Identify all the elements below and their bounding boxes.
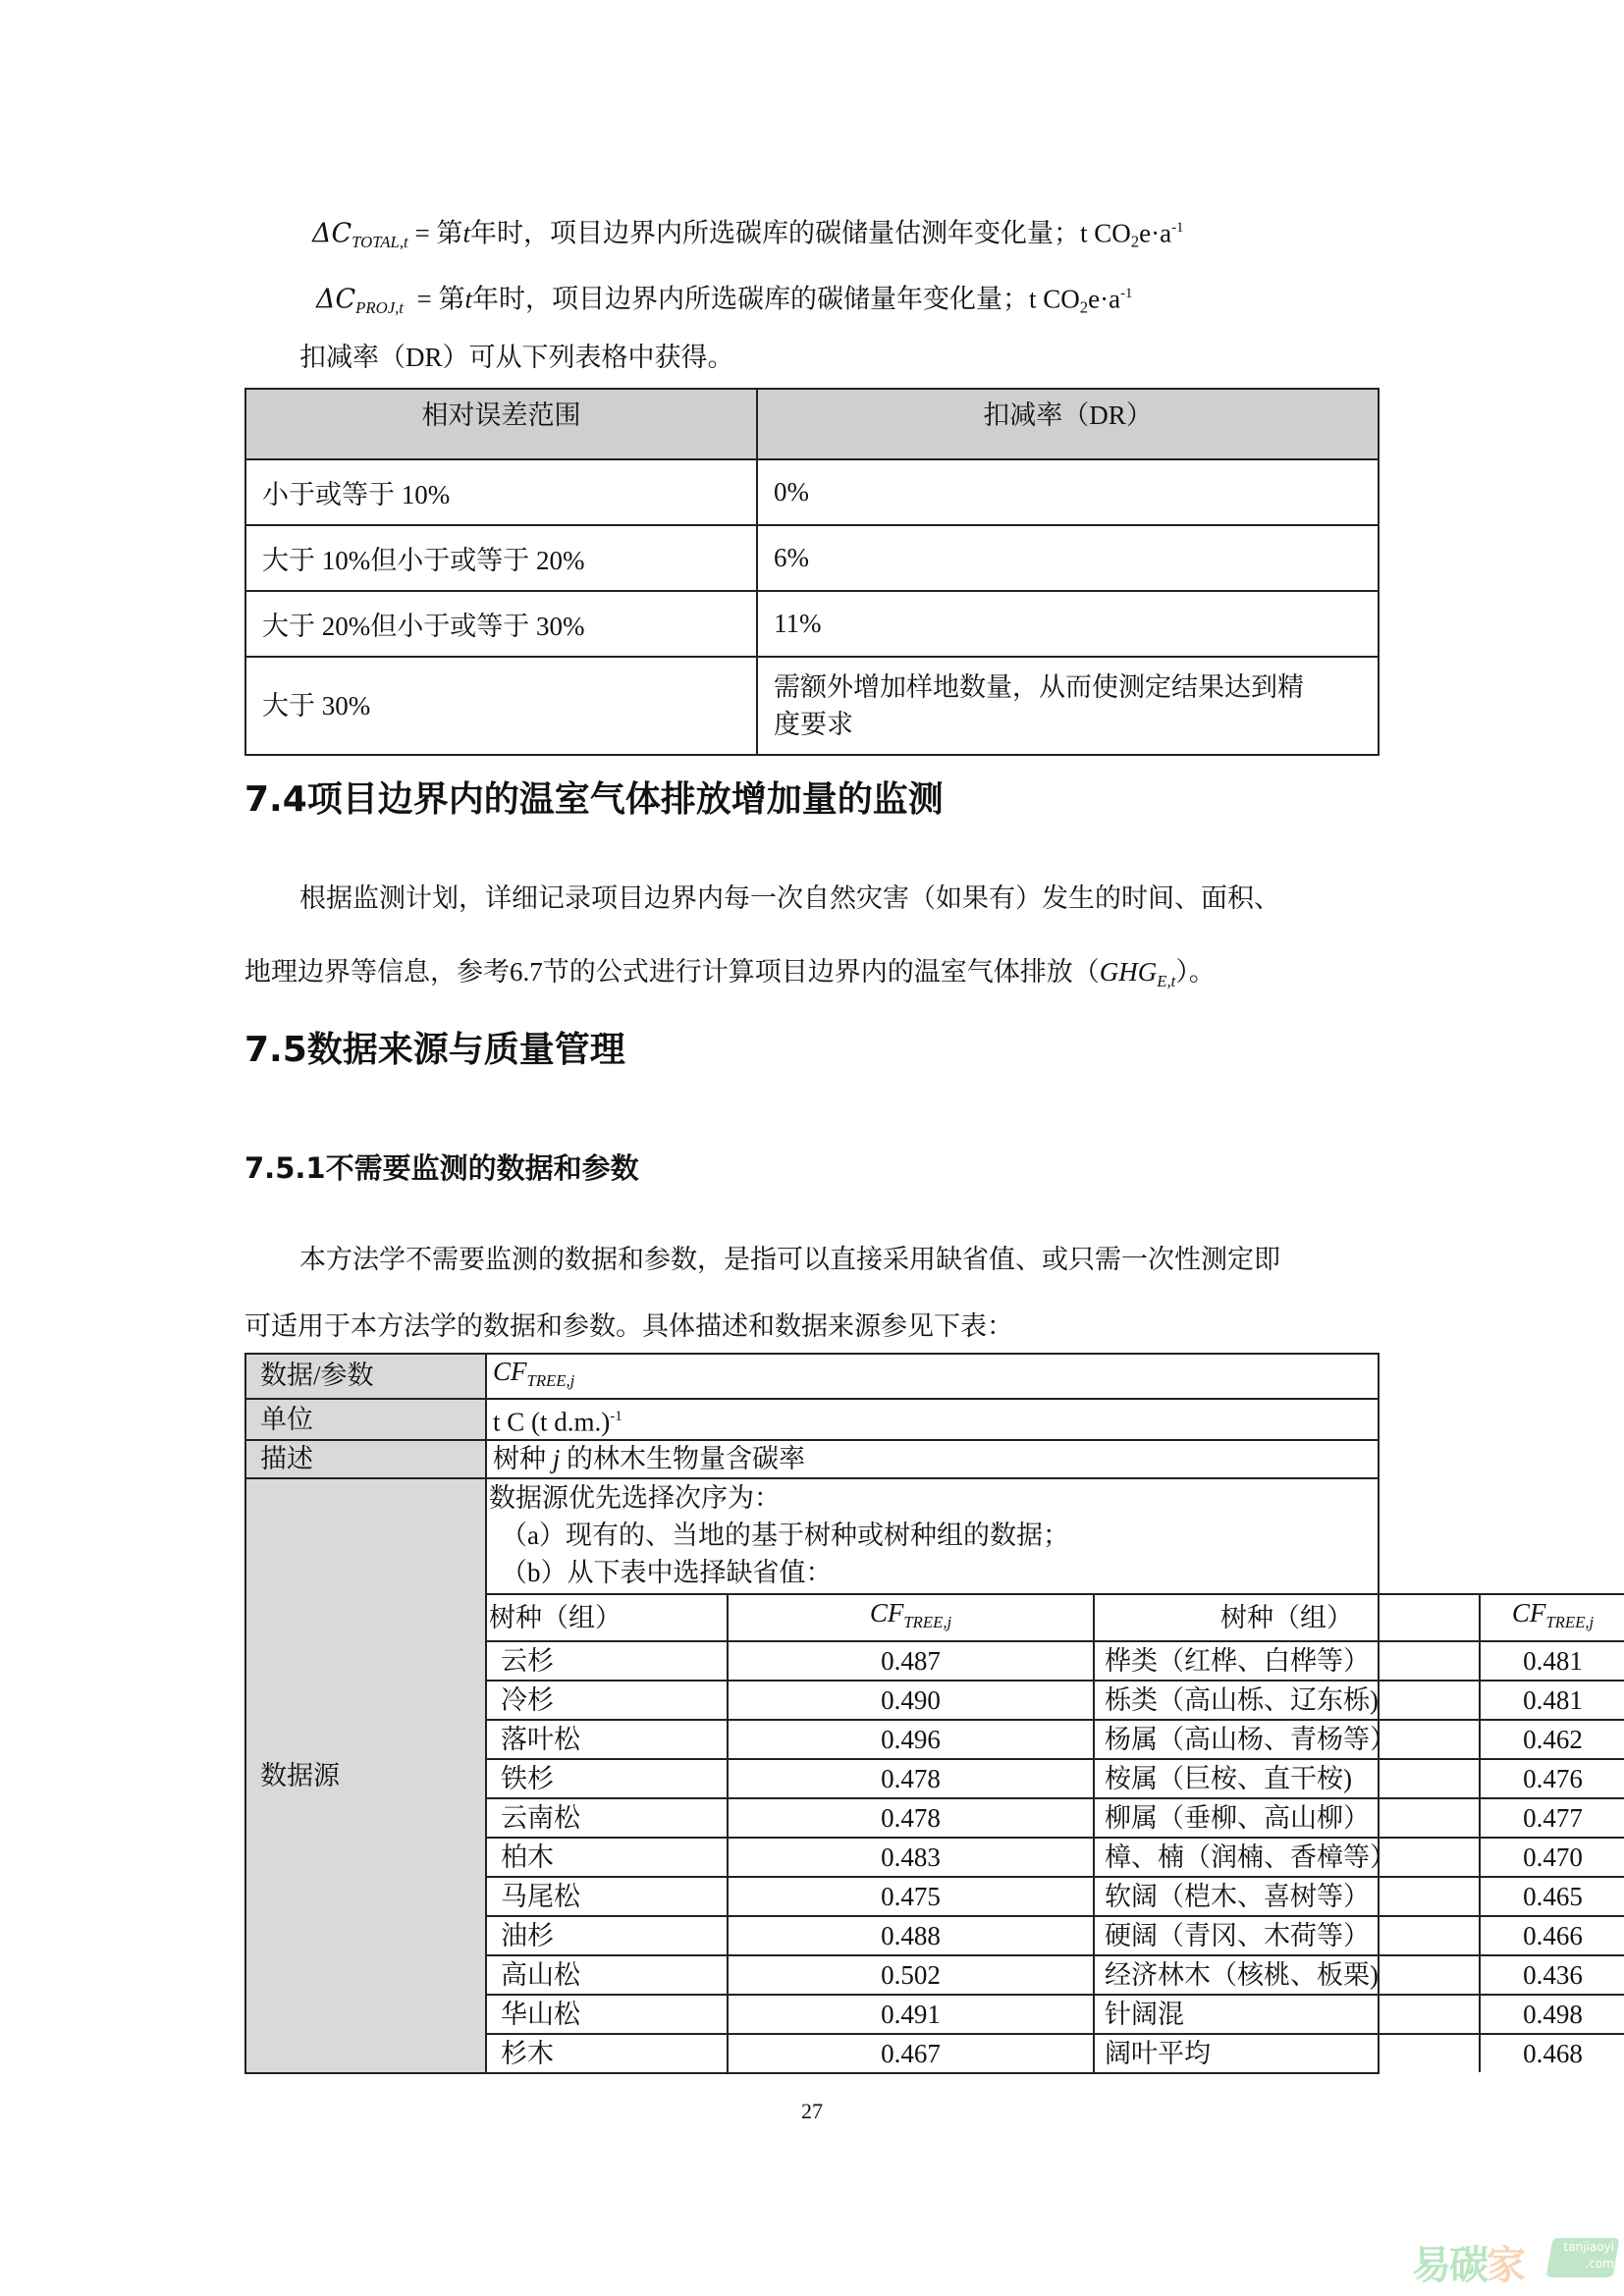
source-line: 数据源优先选择次序为： xyxy=(489,1483,781,1514)
species-name: 冷杉 xyxy=(487,1681,728,1720)
ghg-variable: GHG xyxy=(1099,957,1158,987)
cf-table-row xyxy=(487,1720,1624,1759)
cf-value: 0.478 xyxy=(728,1798,1094,1838)
cf-value: 0.468 xyxy=(1480,2034,1624,2072)
param-label: 描述 xyxy=(245,1440,486,1478)
source-text xyxy=(487,1479,1378,1591)
param-value xyxy=(486,1354,1379,1399)
unit-superscript: -1 xyxy=(610,1408,623,1424)
species-name: 落叶松 xyxy=(487,1720,728,1759)
watermark-char: 家 xyxy=(1487,2243,1524,2288)
description-variable: j xyxy=(552,1444,561,1474)
paragraph-text: 地理边界等信息，参考6.7节的公式进行计算项目边界内的温室气体排放（ xyxy=(244,957,1100,987)
cf-symbol: CF xyxy=(869,1598,904,1629)
cf-value: 0.462 xyxy=(1480,1720,1624,1759)
section-7-5-1-heading: 7.5.1不需要监测的数据和参数 xyxy=(244,1151,639,1185)
cf-value: 0.470 xyxy=(1480,1838,1624,1877)
cf-subscript: TREE,j xyxy=(526,1370,575,1390)
species-group-name: 樟、楠（润楠、香樟等） xyxy=(1094,1838,1480,1877)
dr-rate-cell xyxy=(757,657,1379,755)
source-line: （a）现有的、当地的基于树种或树种组的数据； xyxy=(501,1521,1069,1551)
dr-intro-text: 扣减率（DR）可从下列表格中获得。 xyxy=(299,343,734,372)
cf-value: 0.502 xyxy=(728,1955,1094,1995)
cf-value: 0.481 xyxy=(1480,1641,1624,1681)
co2-subscript: 2 xyxy=(1130,232,1140,251)
unit-tail: e·a xyxy=(1088,284,1121,314)
cf-value: 0.436 xyxy=(1480,1955,1624,1995)
cf-value: 0.496 xyxy=(728,1720,1094,1759)
definition-text: 年时，项目边界内所选碳库的碳储量估测年变化量；t CO xyxy=(469,218,1131,248)
cf-value: 0.476 xyxy=(1480,1759,1624,1798)
cf-value: 0.488 xyxy=(728,1916,1094,1955)
cf-value: 0.487 xyxy=(728,1641,1094,1681)
ghg-subscript: E,t xyxy=(1157,971,1176,990)
symbol-subscript: PROJ,t xyxy=(355,298,404,318)
dr-range-cell: 小于或等于 10% xyxy=(245,459,757,525)
cf-value: 0.498 xyxy=(1480,1995,1624,2034)
definition-delta-total xyxy=(312,210,1183,260)
cf-value: 0.478 xyxy=(728,1759,1094,1798)
species-name: 油杉 xyxy=(487,1916,728,1955)
species-group-name: 硬阔（青冈、木荷等） xyxy=(1094,1916,1480,1955)
cf-symbol: CF xyxy=(493,1357,527,1386)
source-line: （b）从下表中选择缺省值： xyxy=(501,1558,833,1588)
unit-superscript: -1 xyxy=(1120,286,1133,301)
species-name: 杉木 xyxy=(487,2034,728,2072)
variable: t xyxy=(462,218,470,248)
param-row-unit xyxy=(245,1399,1379,1440)
symbol: ΔC xyxy=(312,218,352,249)
species-name: 马尾松 xyxy=(487,1877,728,1916)
param-label: 数据源 xyxy=(245,1478,486,2073)
dr-range-cell: 大于 30% xyxy=(245,657,757,755)
species-group-name: 栎类（高山栎、辽东栎) xyxy=(1094,1681,1480,1720)
species-name: 云杉 xyxy=(487,1641,728,1681)
species-name: 柏木 xyxy=(487,1838,728,1877)
cf-value: 0.491 xyxy=(728,1995,1094,2034)
species-group-name: 桦类（红桦、白桦等） xyxy=(1094,1641,1480,1681)
dr-table-row xyxy=(245,657,1379,755)
cf-table-row xyxy=(487,1759,1624,1798)
cf-table-body xyxy=(487,1641,1624,2072)
cf-table-row xyxy=(487,1681,1624,1720)
cf-header-value xyxy=(1480,1594,1624,1641)
cf-value: 0.481 xyxy=(1480,1681,1624,1720)
cf-value: 0.477 xyxy=(1480,1798,1624,1838)
param-value xyxy=(486,1478,1595,2073)
unit-superscript: -1 xyxy=(1171,220,1184,236)
param-row-data-source xyxy=(245,1478,1379,2073)
description-text: 树种 xyxy=(493,1444,553,1474)
symbol-subscript: TOTAL,t xyxy=(352,233,408,252)
dr-table xyxy=(244,388,1380,756)
species-group-name: 阔叶平均 xyxy=(1094,2034,1480,2072)
unit-text: t C (t d.m.) xyxy=(493,1407,611,1437)
param-value xyxy=(486,1399,1379,1440)
dr-rate-cell: 11% xyxy=(757,591,1379,657)
cf-table-row xyxy=(487,1955,1624,1995)
co2-subscript: 2 xyxy=(1079,297,1089,317)
unit-tail: e·a xyxy=(1139,218,1172,248)
species-name: 铁杉 xyxy=(487,1759,728,1798)
cf-table-row xyxy=(487,1641,1624,1681)
variable: t xyxy=(464,284,472,314)
cf-table-row xyxy=(487,2034,1624,2072)
section-7-4-heading: 7.4项目边界内的温室气体排放增加量的监测 xyxy=(244,779,944,820)
cf-subscript: TREE,j xyxy=(1545,1613,1595,1632)
dr-table-row xyxy=(245,591,1379,657)
species-group-name: 柳属（垂柳、高山柳） xyxy=(1094,1798,1480,1838)
watermark-char: 易 xyxy=(1412,2243,1449,2288)
species-name: 云南松 xyxy=(487,1798,728,1838)
param-value xyxy=(486,1440,1379,1478)
cf-header-species: 树种（组） xyxy=(487,1594,728,1641)
species-group-name: 针阔混 xyxy=(1094,1995,1480,2034)
cf-value: 0.475 xyxy=(728,1877,1094,1916)
cf-symbol: CF xyxy=(1511,1598,1546,1629)
cf-table-row xyxy=(487,1838,1624,1877)
section-7-5-1-paragraph-line2: 可适用于本方法学的数据和参数。具体描述和数据来源参见下表： xyxy=(244,1311,1013,1341)
definition-text-pre: = 第 xyxy=(403,284,465,314)
cf-value: 0.483 xyxy=(728,1838,1094,1877)
cf-default-values-table xyxy=(487,1593,1624,2072)
dr-range-cell: 大于 10%但小于或等于 20% xyxy=(245,525,757,591)
dr-range-cell: 大于 20%但小于或等于 30% xyxy=(245,591,757,657)
dr-header-discount-rate: 扣减率（DR） xyxy=(757,389,1379,459)
paragraph-text-end: ）。 xyxy=(1175,957,1216,987)
cf-subscript: TREE,j xyxy=(903,1613,952,1632)
dr-table-row xyxy=(245,525,1379,591)
description-text-end: 的林木生物量含碳率 xyxy=(560,1444,806,1474)
section-7-5-heading: 7.5数据来源与质量管理 xyxy=(244,1030,625,1070)
species-name: 华山松 xyxy=(487,1995,728,2034)
cf-value: 0.466 xyxy=(1480,1916,1624,1955)
dr-rate-line: 度要求 xyxy=(774,710,853,739)
species-group-name: 软阔（桤木、喜树等） xyxy=(1094,1877,1480,1916)
dr-header-error-range: 相对误差范围 xyxy=(245,389,757,459)
param-label: 数据/参数 xyxy=(245,1354,486,1399)
param-row-data-parameter xyxy=(245,1354,1379,1399)
definition-text-pre: = 第 xyxy=(407,218,463,248)
definition-delta-proj xyxy=(316,276,1132,326)
section-7-5-1-paragraph-line1: 本方法学不需要监测的数据和参数，是指可以直接采用缺省值、或只需一次性测定即 xyxy=(299,1245,1280,1274)
watermark-domain-line: tanjiaoyi xyxy=(1563,2240,1614,2254)
cf-value: 0.467 xyxy=(728,2034,1094,2072)
cf-header-value xyxy=(728,1594,1094,1641)
dr-table-header-row xyxy=(245,389,1379,459)
parameter-table xyxy=(244,1353,1595,2074)
page-number: 27 xyxy=(801,2099,823,2123)
cf-header-species: 树种（组） xyxy=(1094,1594,1480,1641)
cf-value: 0.490 xyxy=(728,1681,1094,1720)
watermark-chinese-text xyxy=(1412,2234,1524,2290)
dr-table-row xyxy=(245,459,1379,525)
section-7-4-paragraph-line2 xyxy=(244,954,1216,999)
param-label: 单位 xyxy=(245,1399,486,1440)
dr-rate-cell: 6% xyxy=(757,525,1379,591)
param-row-description xyxy=(245,1440,1379,1478)
section-7-4-paragraph-line1: 根据监测计划，详细记录项目边界内每一次自然灾害（如果有）发生的时间、面积、 xyxy=(299,883,1280,913)
dr-rate-cell: 0% xyxy=(757,459,1379,525)
dr-rate-line: 需额外增加样地数量，从而使测定结果达到精 xyxy=(774,672,1304,702)
cf-table-header-row xyxy=(487,1594,1624,1641)
cf-table-row xyxy=(487,1877,1624,1916)
watermark-char: 碳 xyxy=(1449,2243,1487,2288)
species-group-name: 桉属（巨桉、直干桉) xyxy=(1094,1759,1480,1798)
symbol: ΔC xyxy=(316,284,356,315)
species-group-name: 杨属（高山杨、青杨等） xyxy=(1094,1720,1480,1759)
species-name: 高山松 xyxy=(487,1955,728,1995)
cf-table-row xyxy=(487,1798,1624,1838)
cf-table-row xyxy=(487,1995,1624,2034)
cf-table-row xyxy=(487,1916,1624,1955)
watermark-domain xyxy=(1553,2239,1614,2272)
species-group-name: 经济林木（核桃、板栗) xyxy=(1094,1955,1480,1995)
watermark-logo xyxy=(1412,2228,1618,2287)
watermark-domain-line: .com xyxy=(1585,2257,1614,2270)
definition-text: 年时，项目边界内所选碳库的碳储量年变化量；t CO xyxy=(471,284,1080,314)
cf-value: 0.465 xyxy=(1480,1877,1624,1916)
